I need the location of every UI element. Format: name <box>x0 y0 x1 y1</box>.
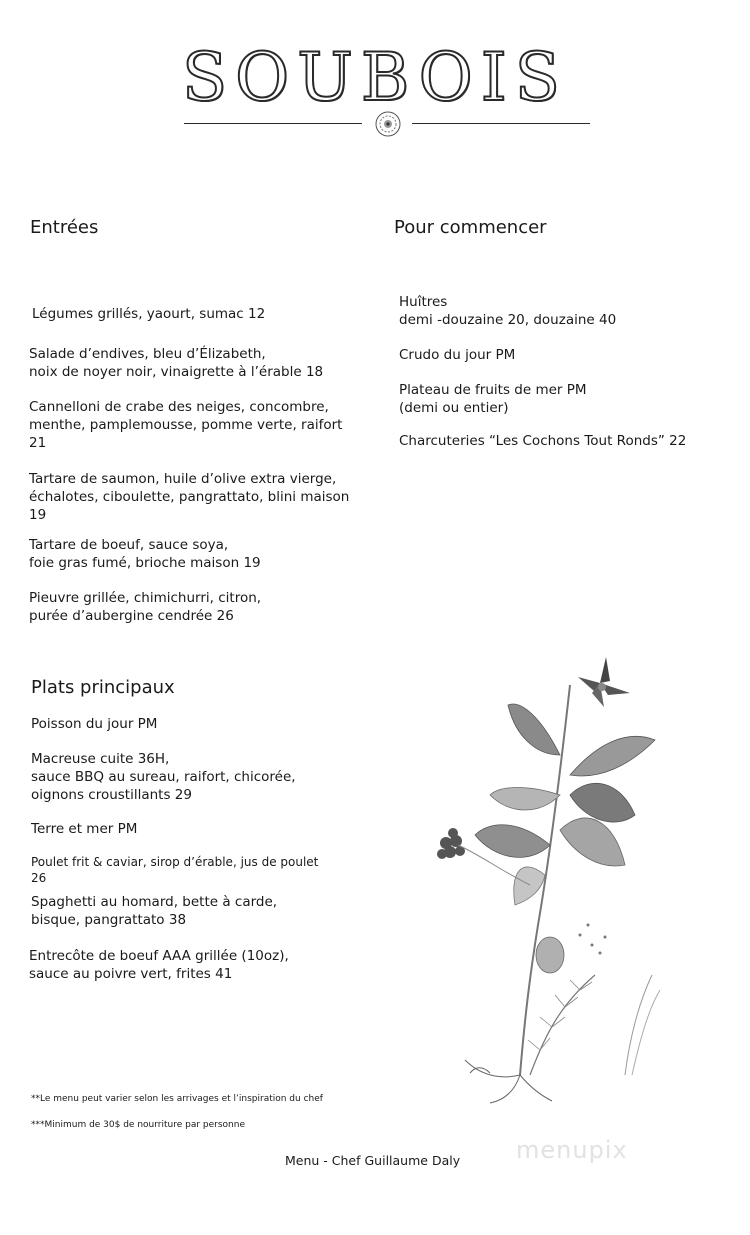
logo-rule-left <box>184 123 362 124</box>
menu-item: Crudo du jour PM <box>399 347 516 363</box>
menu-item: Terre et mer PM <box>31 821 138 837</box>
botanical-illustration-icon <box>420 655 670 1105</box>
menu-item: Poulet frit & caviar, sirop d’érable, jus de poulet 26 <box>31 855 319 885</box>
flower-ornament-icon <box>374 110 402 138</box>
menu-item: Salade d’endives, bleu d’Élizabeth, noix de noyer noir, vinaigrette à l’érable 18 <box>29 346 324 380</box>
menu-item: Poisson du jour PM <box>31 716 158 732</box>
pour-commencer-heading: Pour commencer <box>394 217 547 238</box>
menu-item: Entrecôte de boeuf AAA grillée (10oz), sauce au poivre vert, frites 41 <box>29 948 289 982</box>
menu-item: Cannelloni de crabe des neiges, concombre, menthe, pamplemousse, pomme verte, raifort 21 <box>29 399 343 451</box>
footnote: **Le menu peut varier selon les arrivages et l’inspiration du chef <box>31 1094 323 1104</box>
restaurant-logo: SOUBOIS <box>181 39 569 116</box>
watermark: menupix <box>516 1136 628 1164</box>
footnote: ***Minimum de 30$ de nourriture par personne <box>31 1120 246 1130</box>
menu-item: Tartare de saumon, huile d’olive extra vierge, échalotes, ciboulette, pangrattato, blini maison 19 <box>29 471 350 523</box>
chef-credit: Menu - Chef Guillaume Daly <box>285 1153 461 1168</box>
plats-heading: Plats principaux <box>31 677 175 698</box>
entrees-heading: Entrées <box>30 217 99 238</box>
menu-item: Macreuse cuite 36H, sauce BBQ au sureau, raifort, chicorée, oignons croustillants 29 <box>31 751 296 803</box>
menu-item: Huîtres demi -douzaine 20, douzaine 40 <box>399 294 617 328</box>
menu-item: Charcuteries “Les Cochons Tout Ronds” 22 <box>399 433 687 449</box>
menu-item: Spaghetti au homard, bette à carde, bisque, pangrattato 38 <box>31 894 278 928</box>
menu-item: Pieuvre grillée, chimichurri, citron, purée d’aubergine cendrée 26 <box>29 590 262 624</box>
menu-item: Tartare de boeuf, sauce soya, foie gras fumé, brioche maison 19 <box>29 537 261 571</box>
menu-item: Légumes grillés, yaourt, sumac 12 <box>32 306 266 322</box>
menu-item: Plateau de fruits de mer PM (demi ou entier) <box>399 382 587 416</box>
logo-rule-right <box>412 123 590 124</box>
